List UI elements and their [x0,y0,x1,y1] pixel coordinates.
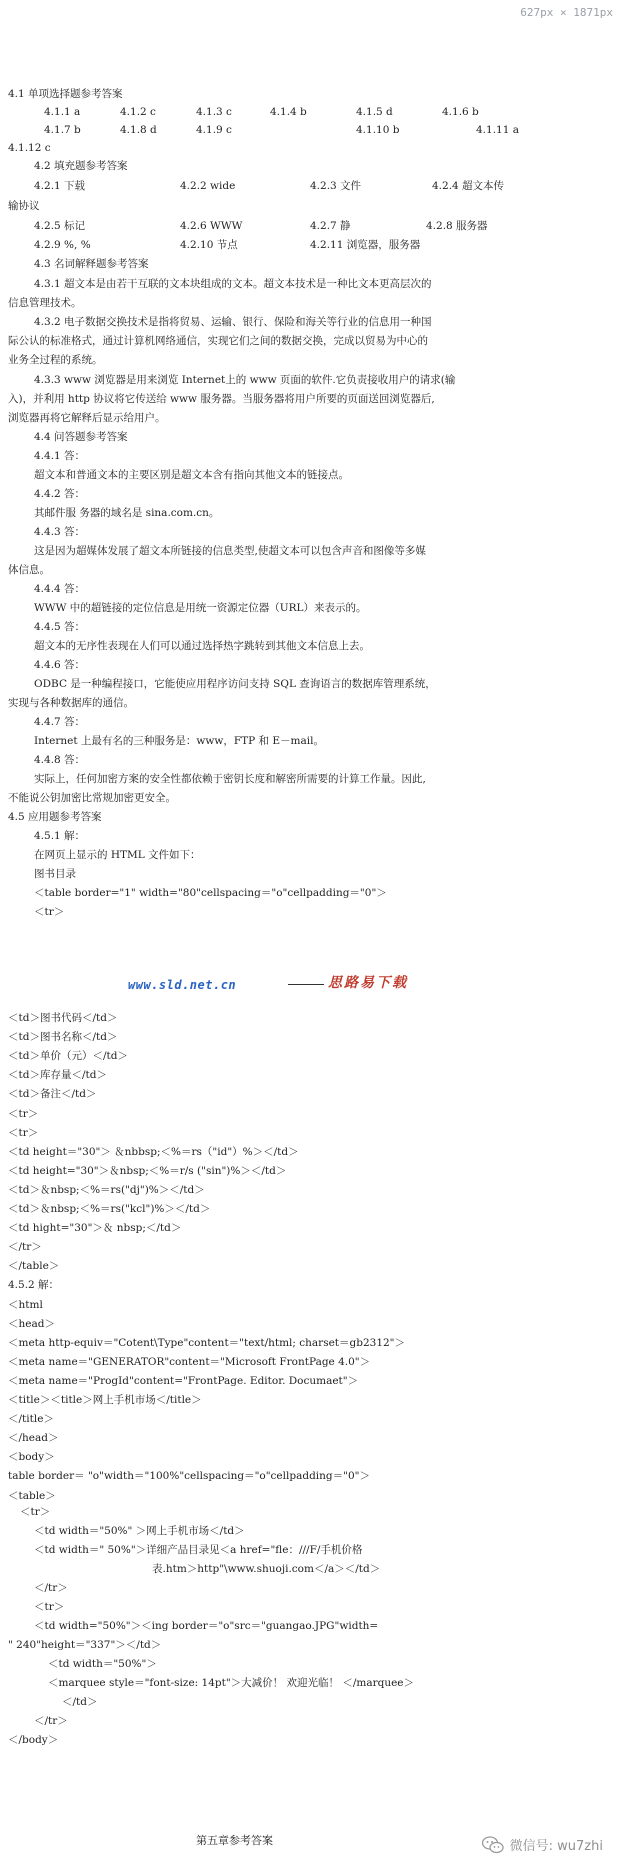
code-line: ＜td＞＆nbsp;＜%＝rs("kcl")%＞＜/td＞ [8,1203,211,1215]
question-4-4-1: 4.4.1 答： [34,450,86,462]
answer-4-1-10: 4.1.10 b [356,124,400,136]
answer-4-2-5: 4.2.5 标记 [34,220,86,232]
code-line: ＜td width＝"50%" ＞网上手机市场＜/td＞ [34,1525,245,1537]
answer-4-5-1-intro: 在网页上显示的 HTML 文件如下： [34,849,201,861]
answer-4-3-3-line3: 浏览器再将它解释后显示给用户。 [8,412,166,424]
answer-4-1-8: 4.1.8 d [120,124,157,136]
answer-4-1-12: 4.1.12 c [8,142,51,154]
answer-4-2-3: 4.2.3 文件 [310,180,362,192]
answer-4-2-9: 4.2.9 %, % [34,239,91,251]
answer-4-2-1: 4.2.1 下载 [34,180,86,192]
answer-4-1-1: 4.1.1 a [44,106,81,118]
answer-4-1-6: 4.1.6 b [442,106,479,118]
code-line: table border＝ "o"width＝"100%"cellspacing＝"o"cellpadding＝"0"＞ [8,1470,370,1482]
section-4-4-title: 4.4 问答题参考答案 [34,431,128,443]
watermark-banner [128,972,428,1002]
answer-4-3-1-line2: 信息管理技术。 [8,297,82,309]
answer-4-1-4: 4.1.4 b [270,106,307,118]
question-4-4-6: 4.4.6 答： [34,659,86,671]
answer-4-3-3-line2: 入)，并利用 http 协议将它传送给 www 服务器。当服务器将用户所要的页面送回浏览器后, [8,393,435,405]
answer-4-4-8-line1: 实际上，任何加密方案的安全性都依赖于密钥长度和解密所需要的计算工作量。因此, [34,773,426,785]
section-4-2-title: 4.2 填充题参考答案 [34,160,128,172]
answer-4-3-3-line1: 4.3.3 www 浏览器是用来浏览 Internet上的 www 页面的软件.它负责接收用户的请求(输 [34,374,456,386]
answer-4-1-2: 4.1.2 c [120,106,156,118]
code-line: ＜head＞ [8,1318,55,1330]
answer-4-2-6: 4.2.6 WWW [180,220,243,232]
answer-4-4-2: 其邮件服 务器的域名是 sina.com.cn。 [34,507,220,519]
code-line: ＜tr＞ [8,1108,39,1120]
code-line: ＜/tr＞ [34,1582,68,1594]
watermark-site: www.sld.net.cn [128,978,237,992]
answer-4-5-1-heading: 图书目录 [34,868,76,880]
question-4-4-5: 4.4.5 答： [34,621,86,633]
code-line: ＜tr＞ [8,1127,39,1139]
watermark-dash [288,984,324,985]
code-line: ＜td＞备注＜/td＞ [8,1088,97,1100]
answer-4-4-6-line2: 实现与各种数据库的通信。 [8,697,134,709]
code-line: 表.htm＞http"\www.shuoji.com＜/a＞＜/td＞ [152,1563,381,1575]
section-4-3-title: 4.3 名词解释题参考答案 [34,258,149,270]
code-line: ＜table＞ [8,1490,56,1502]
answer-4-1-3: 4.1.3 c [196,106,232,118]
code-line: ＜meta name＝"ProgId"content="FrontPage. Editor. Documaet"＞ [8,1375,359,1387]
answer-4-4-6-line1: ODBC 是一种编程接口，它能使应用程序访问支持 SQL 查询语言的数据库管理系统， [34,678,436,690]
code-line: ＜meta name＝"GENERATOR"content＝"Microsoft FrontPage 4.0"＞ [8,1356,371,1368]
code-line: ＜body＞ [8,1451,55,1463]
code-line: ＜td＞图书代码＜/td＞ [8,1012,118,1024]
answer-4-4-3-line1: 这是因为超媒体发展了超文本所链接的信息类型,使超文本可以包含声音和图像等多媒 [34,545,426,557]
answer-4-3-2-line2: 际公认的标准格式，通过计算机网络通信，实现它们之间的数据交换，完成以贸易为中心的 [8,335,428,347]
code-line: " 240"height＝"337"＞＜/td＞ [8,1639,162,1651]
question-4-4-4: 4.4.4 答： [34,583,86,595]
answer-4-2-4: 4.2.4 超文本传 [432,180,505,192]
image-size-label: 627px × 1871px [520,6,613,19]
question-4-5-1: 4.5.1 解： [34,830,86,842]
chapter-heading: 第五章参考答案 [196,1834,273,1847]
watermark-signature: 思路易下载 [328,975,408,991]
answer-4-2-7: 4.2.7 静 [310,220,351,232]
question-4-4-7: 4.4.7 答： [34,716,86,728]
code-line: ＜html [8,1299,43,1311]
question-4-4-2: 4.4.2 答： [34,488,86,500]
wechat-watermark [482,1835,603,1854]
code-line: ＜tr＞ [20,1506,51,1518]
code-line: ＜td width＝"50%"＞ [48,1658,157,1670]
code-line: ＜tr＞ [34,1601,65,1613]
code-line: 4.5.2 解： [8,1279,60,1291]
section-4-5-title: 4.5 应用题参考答案 [8,811,102,823]
answer-4-1-5: 4.1.5 d [356,106,393,118]
answer-4-1-9: 4.1.9 c [196,124,232,136]
answer-4-4-4: WWW 中的超链接的定位信息是用统一资源定位器（URL）来表示的。 [34,602,367,614]
code-line: ＜/tr＞ [8,1241,42,1253]
question-4-4-8: 4.4.8 答： [34,754,86,766]
answer-4-4-1: 超文本和普通文本的主要区别是超文本含有指向其他文本的链接点。 [34,469,349,481]
wechat-id: 微信号: wu7zhi [509,1839,603,1854]
answer-4-3-2-line1: 4.3.2 电子数据交换技术是指将贸易、运输、银行、保险和海关等行业的信息用一种国 [34,316,432,328]
answer-4-1-11: 4.1.11 a [476,124,519,136]
answer-4-2-10: 4.2.10 节点 [180,239,238,251]
answer-4-2-4-cont: 输协议 [8,200,40,212]
code-line: ＜title＞＜title＞网上手机市场＜/title＞ [8,1394,202,1406]
code-line: ＜td hight="30"＞＆ nbsp;＜/td＞ [8,1222,182,1234]
code-line: ＜td＞库存量＜/td＞ [8,1069,107,1081]
code-line: ＜td＞图书名称＜/td＞ [8,1031,118,1043]
answer-4-4-5: 超文本的无序性表现在人们可以通过选择热字跳转到其他文本信息上去。 [34,640,370,652]
code-line: ＜td＞＆nbsp;＜%＝rs("dj")%＞＜/td＞ [8,1184,205,1196]
answer-4-3-1-line1: 4.3.1 超文本是由若干互联的文本块组成的文本。超文本技术是一种比文本更高层次的 [34,278,432,290]
code-line: ＜td width="50%"＞＜ing border＝"o"src＝"guangao.JPG"width= [34,1620,379,1632]
code-line: ＜td height="30"＞＆nbsp;＜%＝r/s ("sin")%＞＜/td＞ [8,1165,287,1177]
section-4-1-title: 4.1 单项选择题参考答案 [8,88,123,100]
question-4-4-3: 4.4.3 答： [34,526,86,538]
wechat-icon [482,1836,504,1854]
code-line: ＜td height＝"30"＞ ＆nbbsp;＜%＝rs（"id"）%＞＜/td＞ [8,1146,299,1158]
answer-4-3-2-line3: 业务全过程的系统。 [8,354,103,366]
answer-4-1-7: 4.1.7 b [44,124,81,136]
answer-4-4-7: Internet 上最有名的三种服务是：www，FTP 和 E－mail。 [34,735,324,747]
answer-4-4-3-line2: 体信息。 [8,564,50,576]
code-line: ＜/body＞ [8,1734,59,1746]
code-line: ＜meta http-equiv＝"Cotent\Type"content＝"text/html; charset＝gb2312"＞ [8,1337,406,1349]
code-line: ＜/head＞ [8,1432,59,1444]
code-line: ＜/table＞ [8,1260,60,1272]
code-line: ＜/title＞ [8,1413,54,1425]
answer-4-2-2: 4.2.2 wide [180,180,236,192]
code-table-open: ＜table border="1" width="80"cellspacing＝"o"cellpadding＝"0"＞ [34,887,387,899]
code-line: ＜/td＞ [62,1696,98,1708]
answer-4-2-11: 4.2.11 浏览器，服务器 [310,239,421,251]
code-line: ＜td width＝" 50%"＞详细产品目录见＜a href="fle：///F/手机价格 [34,1544,363,1556]
answer-4-4-8-line2: 不能说公钥加密比常规加密更安全。 [8,792,176,804]
code-line: ＜td＞单价（元）＜/td＞ [8,1050,128,1062]
code-tr-open: ＜tr＞ [34,906,65,918]
code-line: ＜/tr＞ [34,1715,68,1727]
answer-4-2-8: 4.2.8 服务器 [426,220,488,232]
code-line: ＜marquee style＝"font-size: 14pt"＞大减价！ 欢迎光临！ ＜/marquee＞ [48,1677,415,1689]
